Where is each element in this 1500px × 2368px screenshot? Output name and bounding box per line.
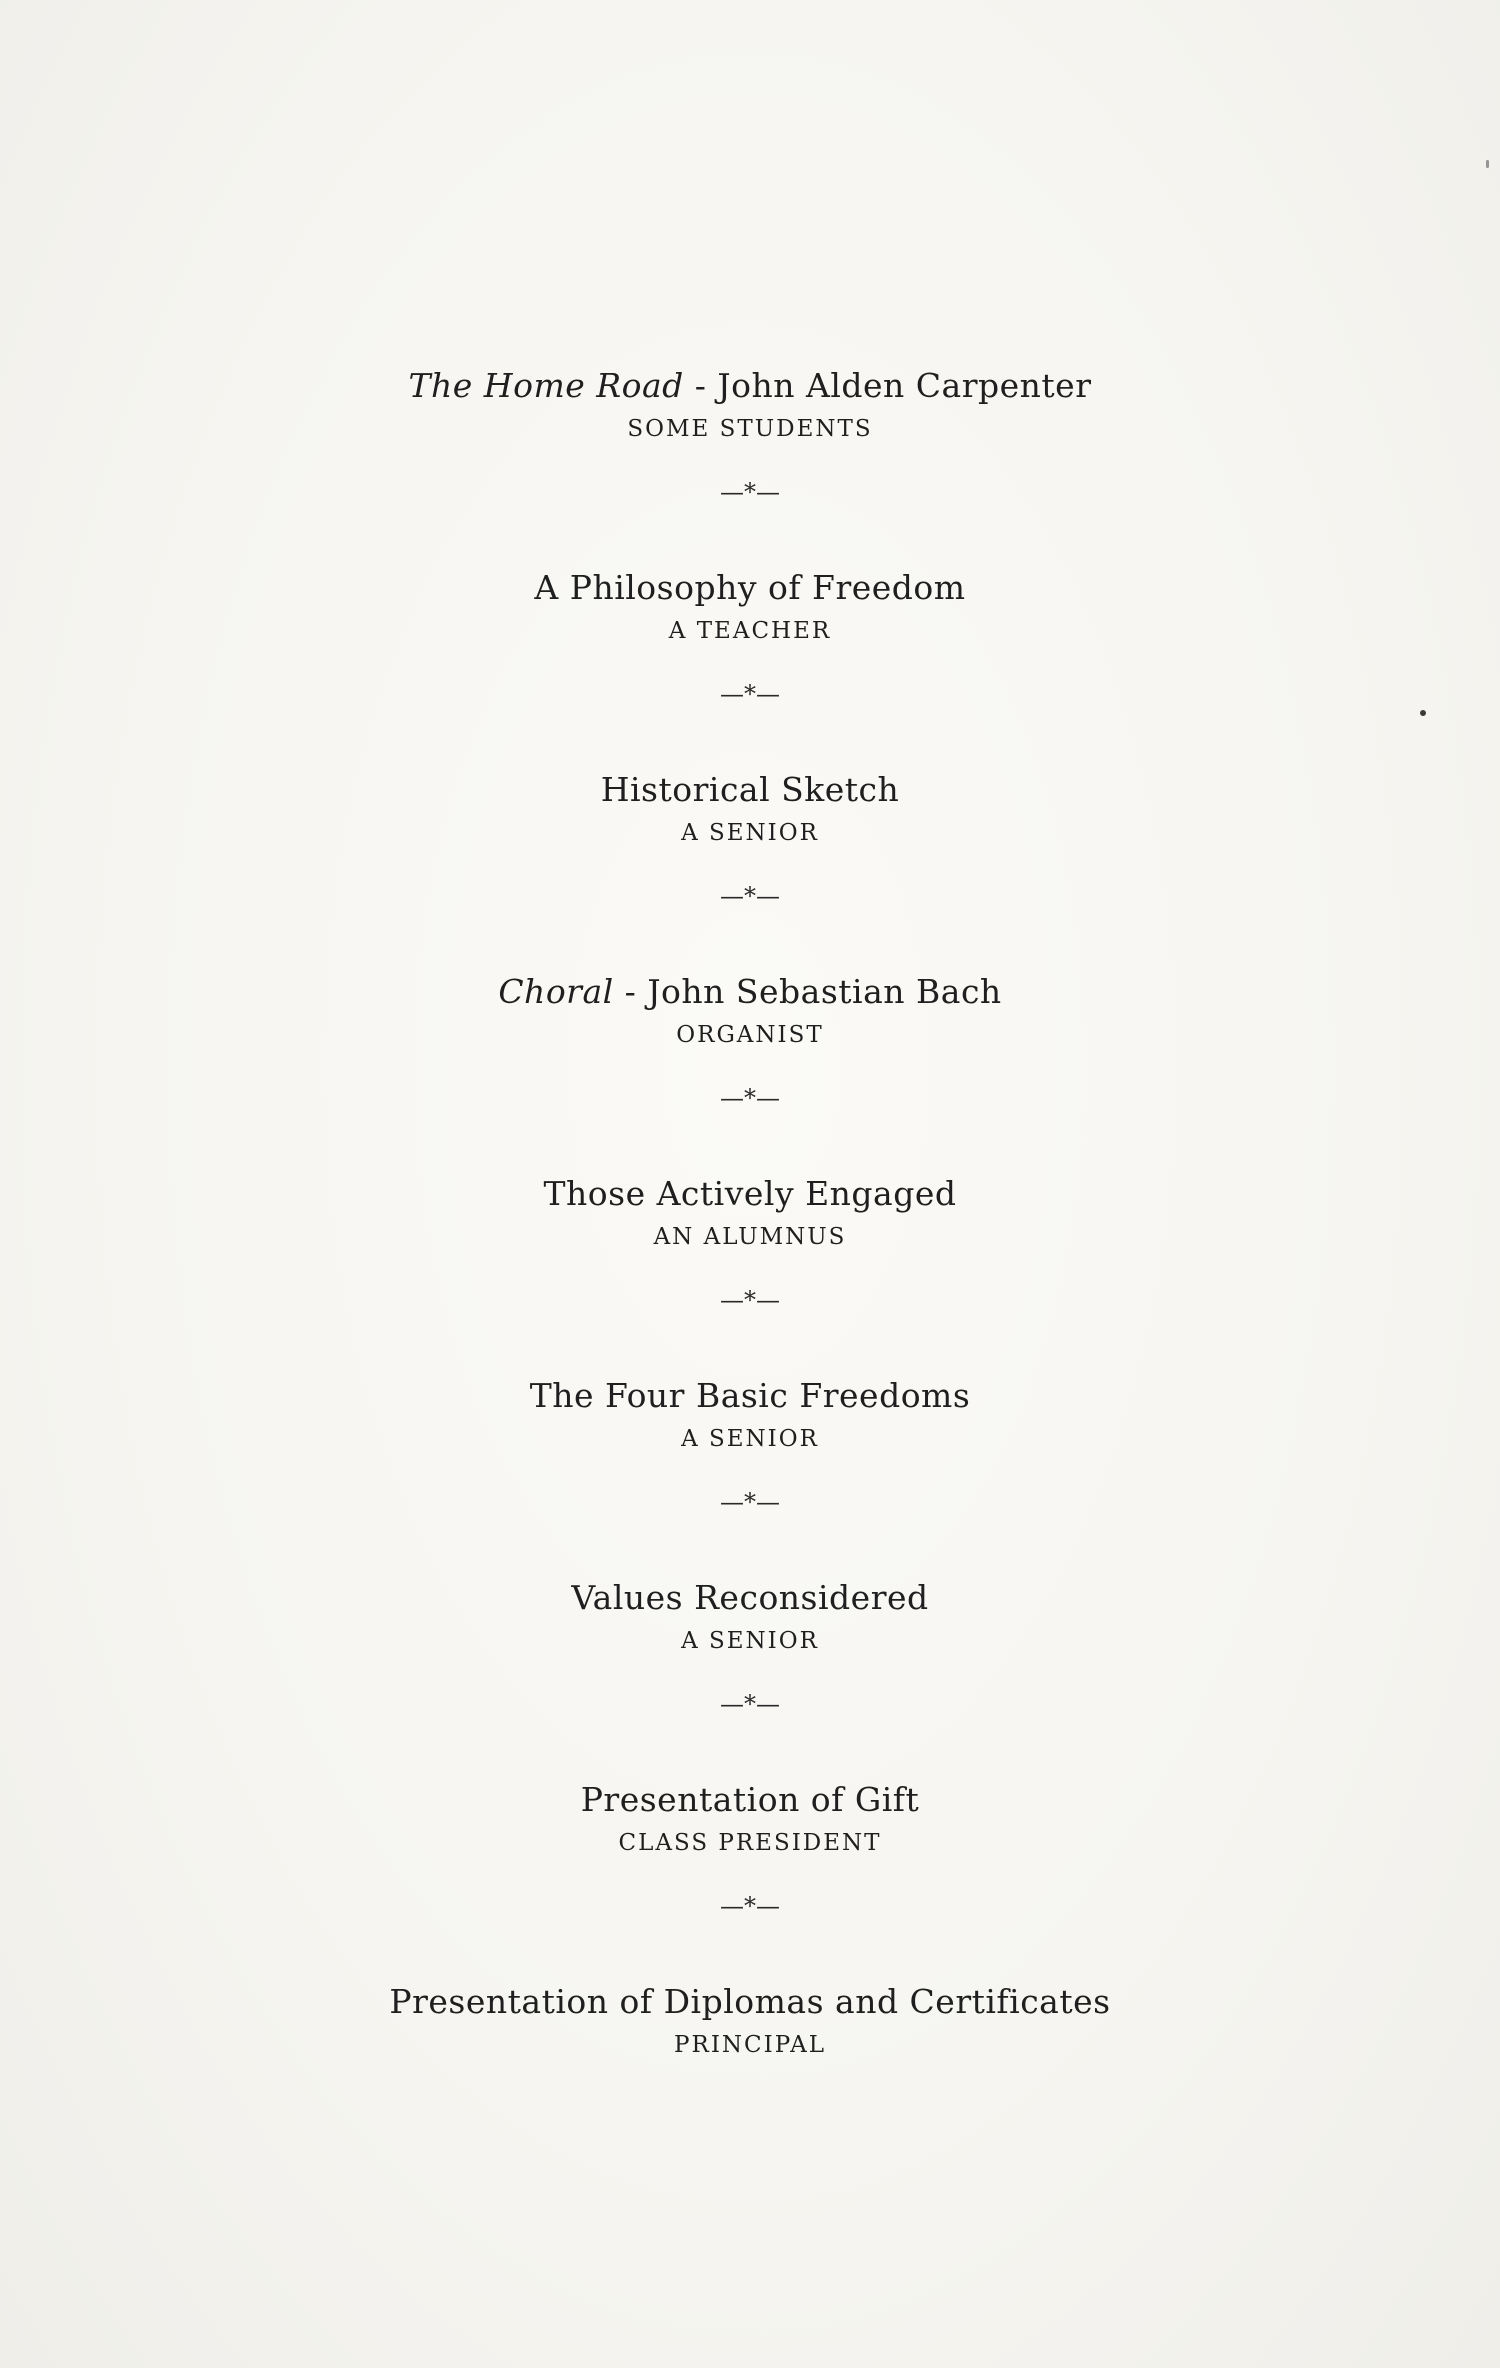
program-item xyxy=(0,766,1500,968)
program-item xyxy=(0,564,1500,766)
item-performer: PRINCIPAL xyxy=(674,2032,826,2058)
program-list xyxy=(0,362,1500,2180)
program-item xyxy=(0,1776,1500,1978)
composer-name: John Alden Carpenter xyxy=(717,366,1092,405)
item-title: Those Actively Engaged xyxy=(543,1174,957,1213)
program-item xyxy=(0,968,1500,1170)
item-title: Presentation of Gift xyxy=(580,1780,920,1819)
item-title xyxy=(0,968,1500,1016)
separator: —*— xyxy=(720,680,780,708)
item-performer: A TEACHER xyxy=(668,618,832,644)
item-title: Presentation of Diplomas and Certificates xyxy=(389,1982,1111,2021)
separator: —*— xyxy=(720,1892,780,1920)
title-connector: - xyxy=(683,366,718,405)
item-performer: ORGANIST xyxy=(676,1022,824,1048)
separator: —*— xyxy=(720,1084,780,1112)
item-performer: A SENIOR xyxy=(681,1628,819,1654)
separator: —*— xyxy=(720,882,780,910)
separator: —*— xyxy=(720,1488,780,1516)
program-item xyxy=(0,362,1500,564)
work-title: The Home Road xyxy=(408,366,684,405)
program-item xyxy=(0,1978,1500,2180)
item-performer: A SENIOR xyxy=(681,820,819,846)
item-title: Values Reconsidered xyxy=(571,1578,929,1617)
item-title xyxy=(0,362,1500,410)
program-item xyxy=(0,1170,1500,1372)
title-connector: - xyxy=(613,972,648,1011)
work-title: Choral xyxy=(498,972,614,1011)
item-title: The Four Basic Freedoms xyxy=(529,1376,971,1415)
item-performer: AN ALUMNUS xyxy=(653,1224,847,1250)
composer-name: John Sebastian Bach xyxy=(647,972,1002,1011)
item-performer: A SENIOR xyxy=(681,1426,819,1452)
paper-speck xyxy=(1486,160,1489,168)
separator: —*— xyxy=(720,1690,780,1718)
item-title: A Philosophy of Freedom xyxy=(534,568,966,607)
program-item xyxy=(0,1372,1500,1574)
item-performer: SOME STUDENTS xyxy=(627,416,873,442)
separator: —*— xyxy=(720,1286,780,1314)
separator: —*— xyxy=(720,478,780,506)
program-item xyxy=(0,1574,1500,1776)
item-performer: CLASS PRESIDENT xyxy=(618,1830,882,1856)
paper-speck xyxy=(1420,710,1426,716)
item-title: Historical Sketch xyxy=(600,770,900,809)
